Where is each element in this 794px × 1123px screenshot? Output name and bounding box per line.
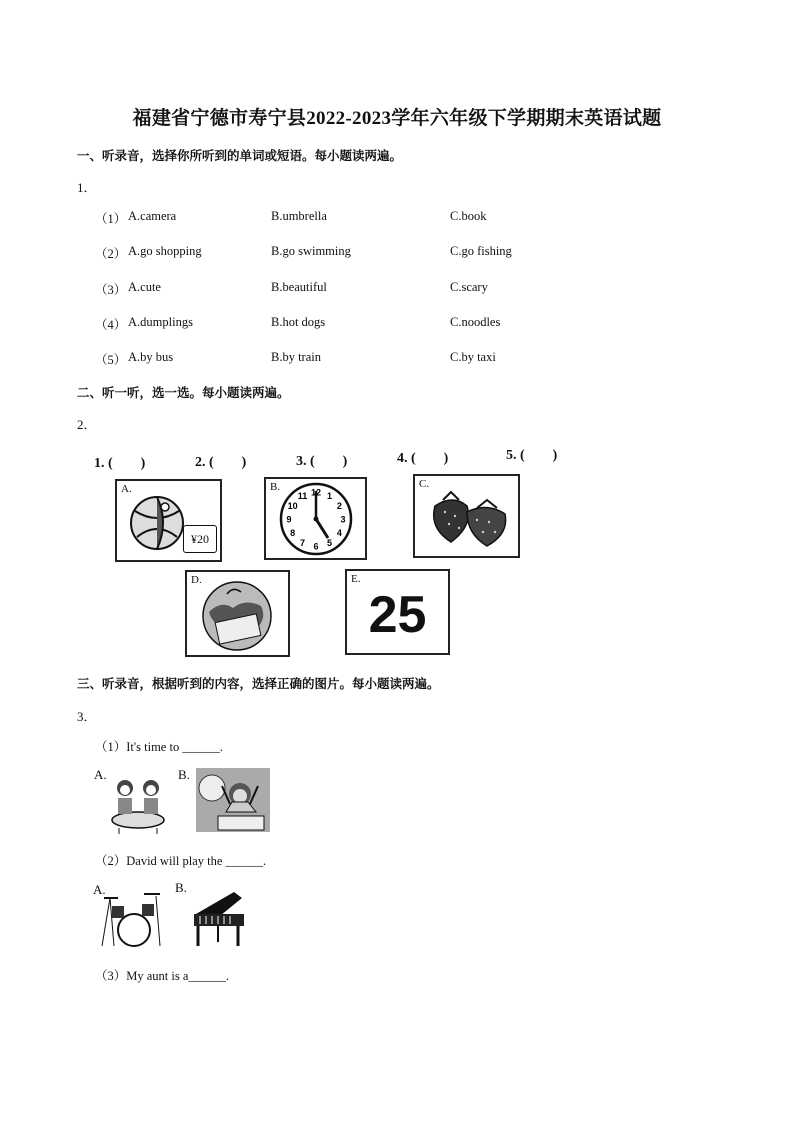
clock-numeral: 4 <box>336 528 342 538</box>
choice-3-1-b-label: B. <box>178 767 190 782</box>
clock-numeral: 7 <box>299 537 306 548</box>
question-3-2-prompt: （2）David will play the ______. <box>95 854 267 868</box>
option-row-5-num: （5） <box>95 353 127 367</box>
option-2c[interactable]: C.go fishing <box>450 244 512 258</box>
clock-numeral: 1 <box>326 491 333 502</box>
answer-blank-5[interactable]: 5. ( ) <box>506 448 558 463</box>
picture-c[interactable] <box>413 474 520 558</box>
question-3-3-prompt: （3）My aunt is a______. <box>95 969 230 983</box>
number-display: 25 <box>368 586 427 644</box>
option-2b[interactable]: B.go swimming <box>271 244 351 258</box>
picture-b[interactable] <box>264 477 367 560</box>
clock-icon <box>266 479 365 558</box>
clock-numeral: 8 <box>290 528 296 538</box>
morning-wakeup-icon[interactable] <box>196 768 270 832</box>
answer-blank-1[interactable]: 1. ( ) <box>94 456 146 471</box>
option-5c[interactable]: C.by taxi <box>450 350 496 364</box>
option-3c[interactable]: C.scary <box>450 280 488 294</box>
section-2-heading: 二、听一听，选一选。每小题读两遍。 <box>77 386 290 400</box>
price-tag: ¥20 <box>183 525 217 553</box>
globe-map-icon <box>187 572 288 655</box>
drum-kit-icon[interactable] <box>98 890 164 948</box>
picture-a-label: A. <box>121 483 132 495</box>
option-5b[interactable]: B.by train <box>271 350 321 364</box>
piano-icon[interactable] <box>190 884 248 948</box>
question-3-number: 3． <box>77 709 97 724</box>
picture-a[interactable] <box>115 479 222 562</box>
choice-3-2-a-label: A. <box>93 882 106 897</box>
picture-c-label: C. <box>419 478 430 490</box>
option-row-3-num: （3） <box>95 283 127 297</box>
children-at-table-icon[interactable] <box>107 772 169 834</box>
option-4a[interactable]: A.dumplings <box>128 315 193 329</box>
section-3-heading: 三、听录音，根据听到的内容，选择正确的图片。每小题读两遍。 <box>77 677 440 691</box>
clock-numeral: 12 <box>310 487 322 498</box>
answer-blank-4[interactable]: 4. ( ) <box>397 451 449 466</box>
clock-numeral: 2 <box>336 501 342 511</box>
section-1-heading: 一、听录音，选择你所听到的单词或短语。每小题读两遍。 <box>77 149 403 163</box>
picture-d[interactable] <box>185 570 290 657</box>
clock-numeral: 9 <box>286 514 292 525</box>
picture-d-label: D. <box>191 574 202 586</box>
page-title: 福建省宁德市寿宁县2022-2023学年六年级下学期期末英语试题 <box>132 108 662 129</box>
clock-numeral: 10 <box>287 501 298 511</box>
choice-3-2-b-label: B. <box>175 880 187 895</box>
option-4b[interactable]: B.hot dogs <box>271 315 326 329</box>
picture-e[interactable] <box>345 569 450 655</box>
question-1-number: 1． <box>77 180 97 195</box>
option-3a[interactable]: A.cute <box>128 280 161 294</box>
clock-numeral: 6 <box>313 541 319 552</box>
option-row-4-num: （4） <box>95 318 127 332</box>
option-row-1-num: （1） <box>95 212 127 226</box>
picture-e-label: E. <box>351 573 361 585</box>
clock-numeral: 5 <box>326 537 333 548</box>
option-5a[interactable]: A.by bus <box>128 350 174 364</box>
clock-numeral: 3 <box>340 514 346 525</box>
picture-b-label: B. <box>270 481 281 493</box>
option-3b[interactable]: B.beautiful <box>271 280 327 294</box>
strawberries-icon <box>415 476 518 556</box>
question-2-number: 2． <box>77 417 97 432</box>
option-4c[interactable]: C.noodles <box>450 315 501 329</box>
question-3-1-prompt: （1）It's time to ______. <box>95 740 223 754</box>
option-2a[interactable]: A.go shopping <box>128 244 202 258</box>
answer-blank-3[interactable]: 3. ( ) <box>296 454 348 469</box>
option-1a[interactable]: A.camera <box>128 209 177 223</box>
option-1b[interactable]: B.umbrella <box>271 209 327 223</box>
answer-blank-2[interactable]: 2. ( ) <box>195 455 247 470</box>
choice-3-1-a-label: A. <box>94 767 107 782</box>
option-1c[interactable]: C.book <box>450 209 487 223</box>
option-row-2-num: （2） <box>95 247 127 261</box>
clock-numeral: 11 <box>297 491 308 502</box>
